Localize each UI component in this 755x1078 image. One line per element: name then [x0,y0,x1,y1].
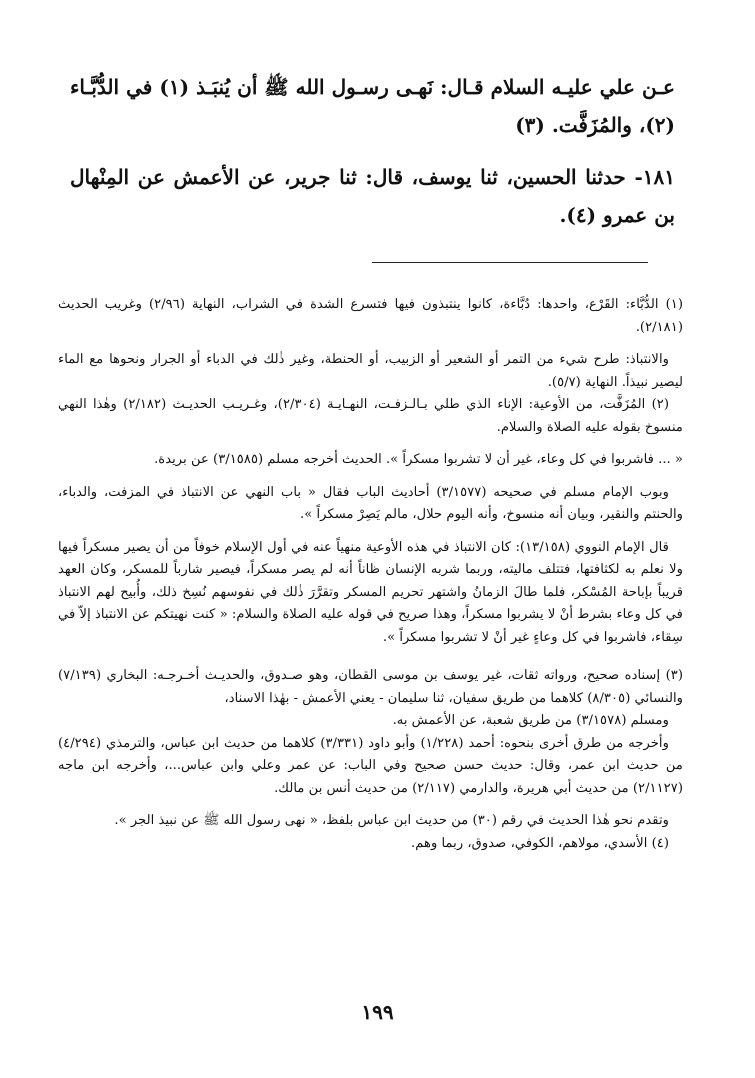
footnote-2: (٢) المُزَفَّت، من الأوعية: الإناء الذي طلي بـالـزفـت، النهـايـة (٢/٣٠٤)، وغـريـب الحديـث (٢/١٨٢) وهٰذا النهي منسوخ بقوله عليه الصلاة والسلام. [58,397,683,435]
hadith-180-ending: عـن علي عليـه السلام قـال: نَهـى رسـول الله ﷺ أن يُنبَـذ (١) في الدُّبَّـاء (٢)، والمُزَفَّت. (٣) [70,75,675,137]
footnote-separator [372,262,648,263]
footnote-2-quote: « ... فاشربوا في كل وعاء، غير أن لا تشربوا مسكراً ». الحديث أخرجه مسلم (٣/١٥٨٥) عن بريدة. [154,452,683,467]
footnote-3-muslim: ومسلم (٣/١٥٧٨) من طريق شعبة، عن الأعمش به. [392,713,669,728]
hadith-181: ١٨١- حدثنا الحسين، ثنا يوسف، قال: ثنا جرير، عن الأعمش عن المِنْهال بن عمرو (٤). [70,165,675,227]
footnote-1-continued: والانتباذ: طرح شيء من التمر أو الشعير أو الزبيب، أو الحنطة، وغير ذٰلك في الدباء أو الجرار ونحوها مع الماء ليصير نبيذاً. النهاية (٥/٧). [58,352,683,390]
footnote-3-other-routes: وأخرجه من طرق أخرى بنحوه: أحمد (١/٢٢٨) وأبو داود (٣/٣٣١) كلاهما من حديث ابن عباس، والترمذي (٤/٢٩٤) من حديث ابن عمر، وقال: حديث حسن صحيح وفي الباب: عن عمر وعلي وابن عباس...، وأخرجه ابن ماجه (٢/١١٢٧) من حديث أبي هريرة، والدارمي (٢/١١٧) من حديث أنس بن مالك. [58,735,683,796]
footnote-3-cross-reference: وتقدم نحو هٰذا الحديث في رقم (٣٠) من حديث ابن عباس بلفظ، « نهى رسول الله ﷺ عن نبيذ الجر ». [114,813,669,828]
footnote-2-nawawi: قال الإمام النووي (١٣/١٥٨): كان الانتباذ في هذه الأوعية منهياً عنه في أول الإسلام خوفاً من أن يصير مسكراً فيها ولا نعلم به لكثافتها، فتتلف ماليته، وربما شربه الإنسان ظاناً أنه لم يصر مسكراً، فيصير شارباً للمسكر، وكان العهد قريباً بإباحة المُسْكر، فلما طالَ الزمانُ واشتهر تحريم المسكر وتقرَّرَ ذٰلك في نفوسهم نُسِخ ذلك، وأُبيح لهم الانتباذ في كل وعاء بشرط أنْ لا يشربوا مسكراً، وهذا صريح في قوله عليه الصلاة والسلام: « كنت نهيتكم عن الانتباذ إلاّ في سِقاء، فاشربوا في كل وعاءٍ غير أنْ لا تشربوا مسكراً ». [58,539,683,645]
footnote-3: (٣) إسناده صحيح، ورواته ثقات، غير يوسف بن موسى القطان، وهو صـدوق، والحديـث أخـرجـه: البخاري (٧/١٣٩) والنسائي (٨/٣٠٥) كلاهما من طريق سفيان، ثنا سليمان - يعني الأعمش - بهٰذا الاسناد، [58,668,683,706]
main-text [70,68,675,234]
footnote-2-muslim-chapter: وبوب الإمام مسلم في صحيحه (٣/١٥٧٧) أحاديث الباب فقال « باب النهي عن الانتباذ في المزفت، والدباء، والحنتم والنقير، وبيان أنه منسوخ، وأنه اليوم حلال، مالم يَصِرْ مسكراً ». [58,484,683,522]
page-number: ١٩٩ [361,1000,394,1024]
footnote-4: (٤) الأسدي، مولاهم، الكوفي، صدوق، ربما وهم. [411,835,669,851]
footnotes [58,294,683,855]
footnote-1: (١) الدُّبَّاء: القَرْع، واحدها: دُبَّاءة، كانوا ينتبذون فيها فتسرع الشدة في الشراب، النهاية (٢/٩٦) وغريب الحديث (٢/١٨١). [58,297,683,335]
